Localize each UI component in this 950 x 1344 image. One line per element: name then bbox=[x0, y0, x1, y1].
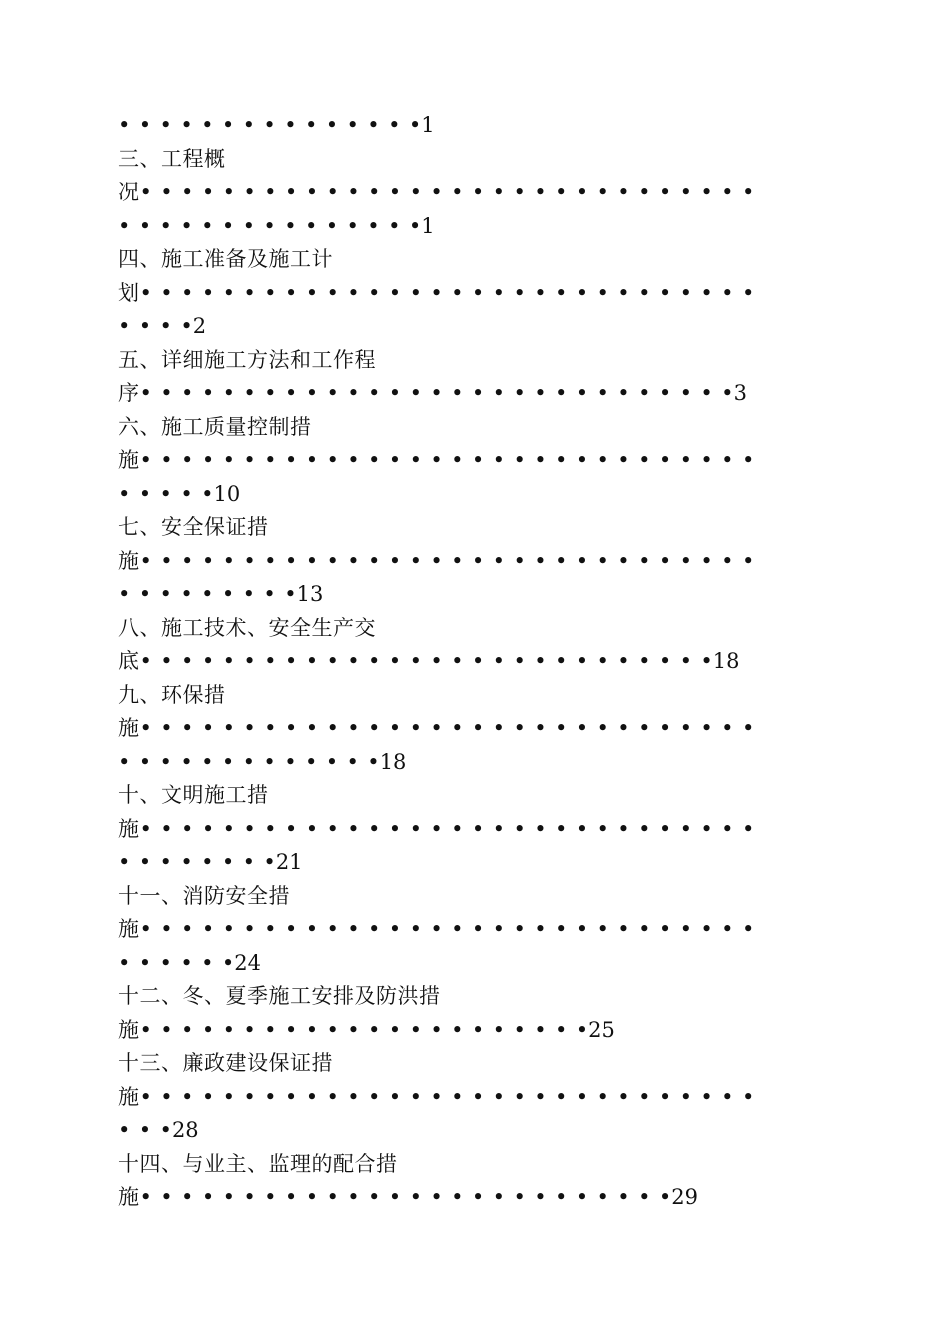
toc-entry-text: 十一、消防安全措 bbox=[118, 883, 290, 908]
toc-page-number: 2 bbox=[192, 314, 207, 338]
toc-entry-text: 施 bbox=[118, 1185, 140, 1209]
toc-entry-text: 序 bbox=[118, 381, 140, 405]
toc-entry-text: 十二、冬、夏季施工安排及防洪措 bbox=[118, 984, 441, 1008]
toc-page-number: 13 bbox=[296, 582, 324, 606]
toc-entry-text: 十三、廉政建设保证措 bbox=[118, 1051, 333, 1075]
toc-leader-dots: • • • • • • • • • • • • • • • • • • • • • • bbox=[139, 1017, 589, 1042]
toc-entry-text: 施 bbox=[118, 716, 140, 740]
toc-page-number: 18 bbox=[712, 649, 740, 673]
toc-page-number: 10 bbox=[213, 481, 241, 506]
toc-leader-dots: • • • • • • • • bbox=[118, 850, 276, 874]
toc-line bbox=[118, 443, 754, 477]
toc-leader-dots: • • • • • • • • • • • • • • • bbox=[118, 213, 422, 238]
toc-page-number: 1 bbox=[421, 213, 435, 238]
toc-leader-dots: • • • • • • • • • • • • • • • • • • • • • • • • • • • • • • bbox=[139, 917, 755, 941]
toc-line bbox=[118, 711, 754, 745]
toc-entry-text: 施 bbox=[118, 548, 140, 573]
toc-entry-text: 施 bbox=[118, 448, 140, 472]
toc-line bbox=[118, 1113, 199, 1147]
toc-entry-text: 况 bbox=[118, 180, 140, 204]
toc-line bbox=[118, 577, 323, 611]
toc-page-number: 25 bbox=[588, 1017, 615, 1042]
toc-line bbox=[118, 1147, 398, 1181]
toc-leader-dots: • • • • • • • • • • • • • • • • • • • • • • • • • • • • bbox=[139, 649, 713, 673]
toc-leader-dots: • • • • • • • • • • • • • • • • • • • • • • • • • • • • • • bbox=[139, 548, 755, 573]
toc-entry-text: 施 bbox=[118, 1084, 140, 1109]
toc-leader-dots: • • • • • • • • • • • • • • • • • • • • • • • • • • • • • • bbox=[139, 816, 755, 841]
toc-line bbox=[118, 611, 376, 645]
toc-entry-text: 底 bbox=[118, 649, 140, 673]
toc-line bbox=[118, 175, 754, 209]
toc-entry-text: 五、详细施工方法和工作程 bbox=[118, 347, 376, 372]
toc-line bbox=[118, 108, 435, 142]
toc-page-number: 1 bbox=[421, 113, 435, 137]
toc-page-number: 18 bbox=[379, 749, 407, 774]
toc-page-number: 21 bbox=[275, 850, 303, 874]
toc-line bbox=[118, 946, 261, 980]
toc-line bbox=[118, 979, 441, 1013]
toc-leader-dots: • • • • • • • • • • • • • • • • • • • • • • • • • • • • • bbox=[139, 381, 734, 405]
toc-page-number: 29 bbox=[671, 1185, 698, 1209]
toc-entry-text: 三、工程概 bbox=[118, 146, 226, 171]
toc-line bbox=[118, 678, 226, 712]
toc-leader-dots: • • • • • • • • • • • • • • • • • • • • • • • • • • • • • • bbox=[139, 280, 755, 305]
toc-line bbox=[118, 879, 290, 913]
toc-line bbox=[118, 510, 269, 544]
toc-leader-dots: • • • • • • bbox=[118, 950, 235, 975]
toc-line bbox=[118, 242, 333, 276]
toc-entry-text: 六、施工质量控制措 bbox=[118, 414, 312, 439]
toc-leader-dots: • • • • • • • • • • • • • • • bbox=[118, 113, 422, 137]
toc-line bbox=[118, 544, 754, 578]
toc-page-number: 28 bbox=[171, 1118, 199, 1142]
toc-line bbox=[118, 1080, 754, 1114]
toc-leader-dots: • • • • • • • • • • • • • • • • • • • • • • • • • • • • • • bbox=[139, 1084, 755, 1109]
toc-line bbox=[118, 644, 740, 678]
toc-entry-text: 九、环保措 bbox=[118, 682, 226, 707]
toc-leader-dots: • • • • bbox=[118, 314, 193, 338]
toc-entry-text: 八、施工技术、安全生产交 bbox=[118, 615, 376, 640]
toc-line bbox=[118, 276, 754, 310]
toc-leader-dots: • • • • • bbox=[118, 481, 214, 506]
toc-entry-text: 四、施工准备及施工计 bbox=[118, 247, 333, 271]
toc-line bbox=[118, 410, 312, 444]
toc-line bbox=[118, 812, 754, 846]
toc-entry-text: 十、文明施工措 bbox=[118, 783, 269, 807]
toc-leader-dots: • • • bbox=[118, 1118, 172, 1142]
toc-entry-text: 施 bbox=[118, 917, 140, 941]
toc-entry-text: 施 bbox=[118, 1017, 140, 1042]
toc-line bbox=[118, 477, 240, 511]
toc-leader-dots: • • • • • • • • • • • • • • • • • • • • • • • • • • • • • • bbox=[139, 716, 755, 740]
toc-line bbox=[118, 778, 269, 812]
toc-entry-text: 七、安全保证措 bbox=[118, 515, 269, 539]
toc-leader-dots: • • • • • • • • • • • • • • • • • • • • • • • • • • • • • • bbox=[139, 180, 755, 204]
toc-line bbox=[118, 1046, 333, 1080]
toc-line bbox=[118, 142, 226, 176]
toc-line bbox=[118, 1180, 698, 1214]
toc-page-number: 24 bbox=[234, 950, 261, 975]
toc-line bbox=[118, 309, 206, 343]
toc-line bbox=[118, 912, 754, 946]
toc-line bbox=[118, 845, 303, 879]
toc-entry-text: 施 bbox=[118, 816, 140, 841]
toc-page-number: 3 bbox=[733, 381, 747, 405]
toc-entry-text: 十四、与业主、监理的配合措 bbox=[118, 1151, 398, 1176]
toc-entry-text: 划 bbox=[118, 280, 140, 305]
toc-line bbox=[118, 745, 406, 779]
toc-leader-dots: • • • • • • • • • • • • • • • • • • • • • • • • • • • • • • bbox=[139, 448, 755, 472]
toc-line bbox=[118, 1013, 615, 1047]
toc-line bbox=[118, 209, 435, 243]
toc-leader-dots: • • • • • • • • • • • • • bbox=[118, 749, 380, 774]
toc-leader-dots: • • • • • • • • • bbox=[118, 582, 297, 606]
toc-line bbox=[118, 343, 376, 377]
toc-line bbox=[118, 376, 747, 410]
toc-leader-dots: • • • • • • • • • • • • • • • • • • • • • • • • • • bbox=[139, 1185, 672, 1209]
